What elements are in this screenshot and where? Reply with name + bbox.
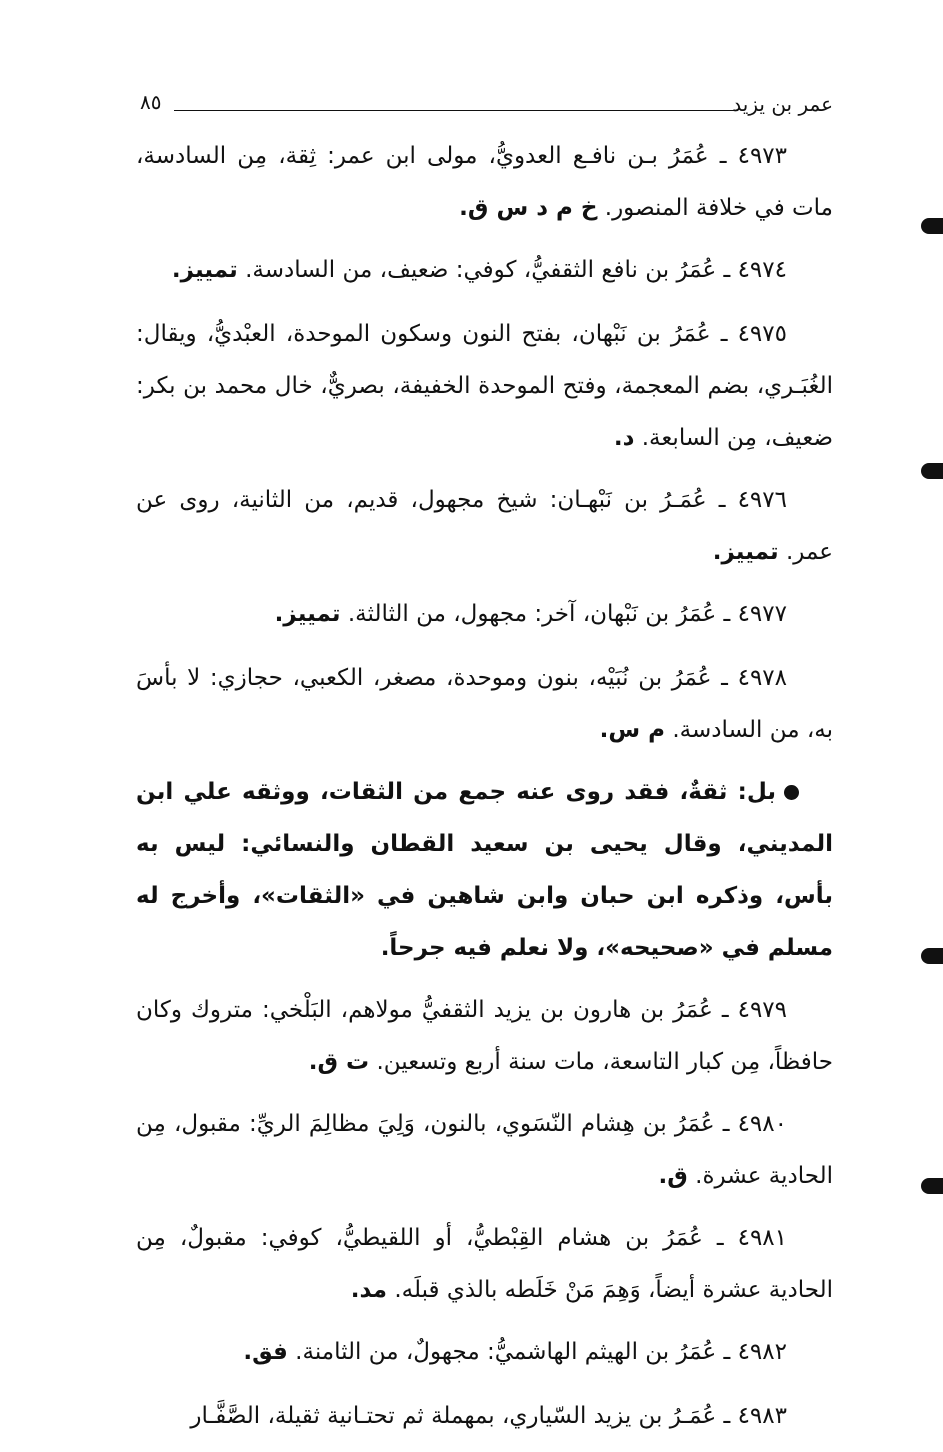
entry-number: ٤٩٧٤ — [737, 257, 787, 283]
page-header — [140, 88, 833, 118]
entry-codes: مد. — [350, 1277, 388, 1303]
entry-number: ٤٩٨١ — [737, 1225, 788, 1251]
entry-number: ٤٩٧٨ — [737, 665, 788, 691]
entry-text: ـ عُمَرُ بن هشام القِبْطيُّ، أو اللقيطيُّ، كوفي: مقبولٌ، مِن الحادية عشرة أيضاً، وَهِمَ مَنْ خَلَطه بالذي قبلَه. — [136, 1225, 833, 1303]
entry-codes: ق. — [658, 1163, 688, 1189]
entry-4976 — [136, 474, 833, 578]
margin-marker — [921, 948, 943, 964]
entry-text: ـ عُمَـرُ بن يزيد السّياري، بمهملة ثم تحتـانية ثقيلة، الصَّفَّـار — [190, 1403, 731, 1429]
header-rule — [174, 110, 735, 111]
bullet-icon — [784, 785, 799, 800]
entry-4981 — [136, 1212, 833, 1316]
entry-number: ٤٩٧٥ — [737, 321, 787, 347]
entry-4979 — [136, 984, 833, 1088]
entry-4975 — [136, 308, 833, 464]
entry-4983 — [136, 1390, 833, 1442]
entry-text: ـ عُمَرُ بـن نافـع العدويُّ، مولى ابن عمر: ثِقة، مِن السادسة، مات في خلافة المنصور. — [136, 143, 833, 221]
entry-4980 — [136, 1098, 833, 1202]
entry-number: ٤٩٨٣ — [737, 1403, 787, 1429]
entry-codes: تمييز. — [171, 257, 238, 283]
entry-number: ٤٩٧٣ — [737, 143, 788, 169]
editor-note — [136, 766, 833, 974]
margin-marker — [921, 218, 943, 234]
entry-4977 — [136, 588, 833, 640]
entry-number: ٤٩٨٠ — [737, 1111, 787, 1137]
body-text — [136, 130, 833, 1452]
entry-text: ـ عُمَرُ بن هِشام النّسَوي، بالنون، وَلِيَ مظالِمَ الريِّ: مقبول، مِن الحادية عشرة. — [136, 1111, 833, 1189]
entry-text: ـ عُمَرُ بن نافع الثقفيُّ، كوفي: ضعيف، من السادسة. — [245, 257, 731, 283]
margin-marker — [921, 463, 943, 479]
entry-text: ـ عُمَرُ بن نُبَيْه، بنون وموحدة، مصغر، الكعبي، حجازي: لا بأسَ به، من السادسة. — [136, 665, 833, 743]
entry-number: ٤٩٧٧ — [737, 601, 787, 627]
entry-codes: م س. — [599, 717, 665, 743]
entry-4982 — [136, 1326, 833, 1378]
entry-text: ـ عُمَـرُ بن نَبْهـان: شيخ مجهول، قديم، من الثانية، روى عن عمر. — [136, 487, 833, 565]
entry-text: ـ عُمَرُ بن هارون بن يزيد الثقفيُّ مولاهم، البَلْخي: متروك وكان حافظاً، مِن كبار التاسعة، مات سنة أربع وتسعين. — [136, 997, 833, 1075]
entry-codes: ت ق. — [308, 1049, 370, 1075]
entry-number: ٤٩٨٢ — [737, 1339, 787, 1365]
entry-4978 — [136, 652, 833, 756]
entry-text: ـ عُمَرُ بن نَبْهان، آخر: مجهول، من الثالثة. — [347, 601, 731, 627]
note-text: بل: ثقةٌ، فقد روى عنه جمع من الثقات، ووثقه علي ابن المديني، وقال يحيى بن سعيد القطان والنسائي: ليس به بأس، وذكره ابن حبان وابن شاهين في «الثقات»، وأخرج له مسلم في «صحيحه»، ولا نعلم فيه جرحاً. — [136, 779, 833, 961]
margin-marker — [921, 1178, 943, 1194]
entry-codes: د. — [613, 425, 635, 451]
entry-4974 — [136, 244, 833, 296]
entry-text: ـ عُمَرُ بن الهيثم الهاشميُّ: مجهولٌ، من الثامنة. — [295, 1339, 731, 1365]
entry-4973 — [136, 130, 833, 234]
entry-codes: تمييز. — [274, 601, 341, 627]
entry-codes: تمييز. — [712, 539, 779, 565]
running-title: عمر بن يزيد — [732, 92, 833, 116]
entry-codes: خ م د س ق. — [459, 195, 598, 221]
entry-codes: فق. — [243, 1339, 288, 1365]
entry-number: ٤٩٧٩ — [737, 997, 788, 1023]
page-number: ٨٥ — [140, 90, 162, 114]
entry-text: ـ عُمَرُ بن نَبْهان، بفتح النون وسكون الموحدة، العبْديُّ، ويقال: الغُبَـري، بضم المعجمة، وفتح الموحدة الخفيفة، بصريٌّ، خال محمد بن بكر: ضعيف، مِن السابعة. — [136, 321, 833, 451]
entry-number: ٤٩٧٦ — [737, 487, 787, 513]
